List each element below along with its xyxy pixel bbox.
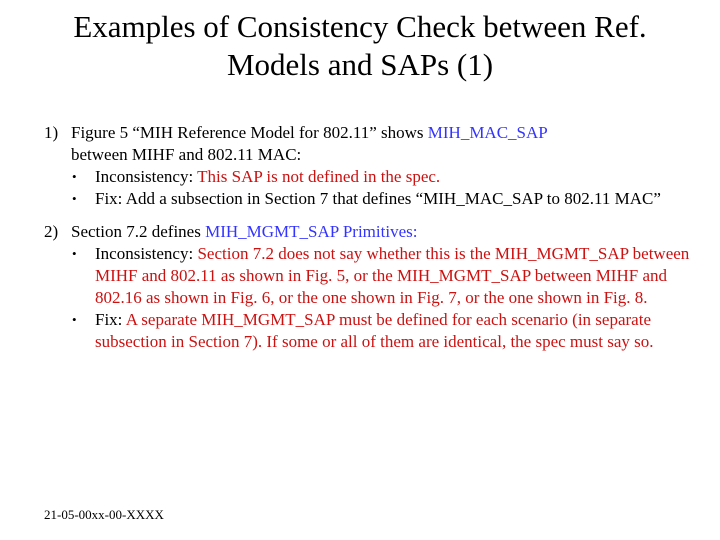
item-text-part: between MIHF and 802.11 MAC: [71,145,302,164]
item-number: 1) [44,123,59,142]
bullet-label: Fix: [95,310,126,329]
sub-bullet-fix [71,309,694,353]
bullet-dot: • [72,169,77,184]
title-line-2: Models and SAPs (1) [226,47,494,82]
slide-content [44,122,694,353]
bullet-text: This SAP is not defined in the spec. [197,167,441,186]
bullet-label: Inconsistency: [95,244,198,263]
bullet-text: Add a subsection in Section 7 that defines “MIH_MAC_SAP to 802.11 MAC” [125,189,661,208]
bullet-dot: • [72,191,77,206]
item-text [71,221,694,243]
bullet-label: Inconsistency: [95,167,198,186]
title-line-1: Examples of Consistency Check between Ref. [73,9,647,44]
slide-title [20,8,700,84]
item-text-part: Section 7.2 defines [71,222,206,241]
bullet-dot: • [72,246,77,261]
sub-bullet-fix [71,188,694,210]
sap-name: MIH_MAC_SAP [427,123,548,142]
item-number: 2) [44,222,59,241]
bullet-label: Fix: [95,189,126,208]
item-text-part: Figure 5 “MIH Reference Model for 802.11” shows [71,123,428,142]
footer-doc-id: 21-05-00xx-00-XXXX [44,507,164,522]
sap-name: MIH_MGMT_SAP Primitives: [205,222,418,241]
sub-bullet-inconsistency [71,166,694,188]
sub-bullet-inconsistency [71,243,694,309]
bullet-text: Section 7.2 does not say whether this is the MIH_MGMT_SAP between MIHF and 802.11 as shown in Fig. 5, or the MIH_MGMT_SAP between MIHF and 802.16 as shown in Fig. 6, or the one shown in Fig. 7, or the one shown in Fig. 8. [95,244,690,307]
list-item-2 [44,221,694,353]
bullet-text: A separate MIH_MGMT_SAP must be defined for each scenario (in separate subsection in Section 7). If some or all of them are identical, the spec must say so. [95,310,654,351]
list-item-1 [44,122,694,210]
bullet-dot: • [72,312,77,327]
item-text [71,122,694,166]
